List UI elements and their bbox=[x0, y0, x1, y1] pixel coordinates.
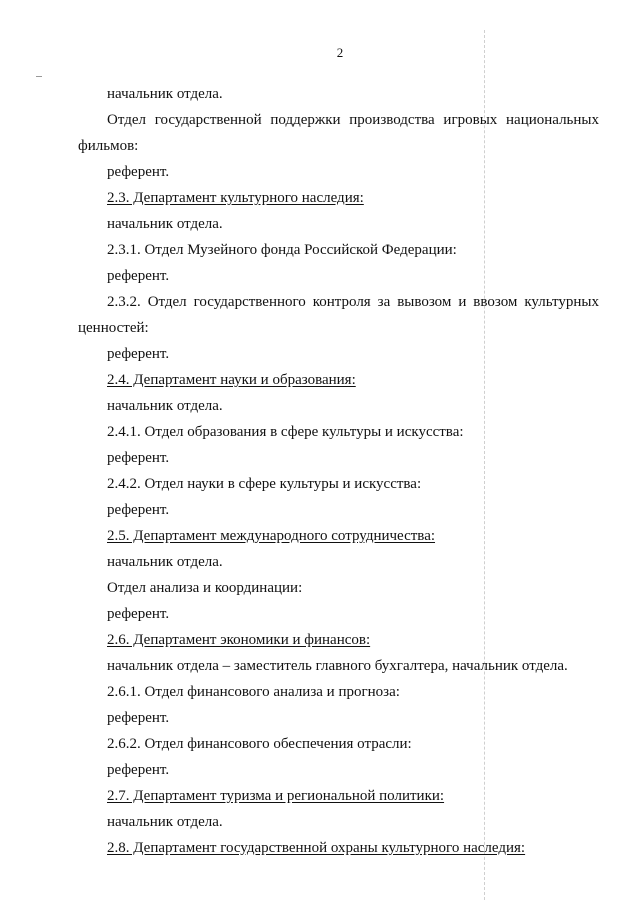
text-line: начальник отдела – заместитель главного бухгалтера, начальник отдела. bbox=[107, 658, 568, 674]
text-line: начальник отдела. bbox=[107, 814, 223, 830]
text-line: референт. bbox=[107, 164, 170, 180]
section-heading: 2.4. Департамент науки и образования: bbox=[107, 372, 356, 388]
section-heading: 2.8. Департамент государственной охраны культурного наследия: bbox=[107, 840, 526, 856]
text-line: ценностей: bbox=[78, 320, 149, 336]
scan-artifact-mark bbox=[36, 76, 42, 77]
section-heading: 2.6. Департамент экономики и финансов: bbox=[107, 632, 371, 648]
text-line: 2.3.2. Отдел государственного контроля за вывозом и ввозом культурных bbox=[107, 294, 599, 310]
text-line: Отдел анализа и координации: bbox=[107, 580, 303, 596]
page-number: 2 bbox=[336, 45, 344, 60]
text-line: референт. bbox=[107, 502, 170, 518]
text-line: 2.4.1. Отдел образования в сфере культуры и искусства: bbox=[107, 424, 464, 440]
text-line: начальник отдела. bbox=[107, 398, 223, 414]
text-line: референт. bbox=[107, 450, 170, 466]
scan-artifact-line bbox=[484, 30, 485, 900]
text-line: начальник отдела. bbox=[107, 554, 223, 570]
section-heading: 2.5. Департамент международного сотрудничества: bbox=[107, 528, 436, 544]
text-line: референт. bbox=[107, 268, 170, 284]
text-line: начальник отдела. bbox=[107, 86, 223, 102]
text-line: референт. bbox=[107, 346, 170, 362]
text-line: 2.6.2. Отдел финансового обеспечения отрасли: bbox=[107, 736, 412, 752]
text-line: референт. bbox=[107, 606, 170, 622]
text-line: 2.3.1. Отдел Музейного фонда Российской Федерации: bbox=[107, 242, 457, 258]
text-line: референт. bbox=[107, 762, 170, 778]
section-heading: 2.3. Департамент культурного наследия: bbox=[107, 190, 364, 206]
text-line: начальник отдела. bbox=[107, 216, 223, 232]
text-line: Отдел государственной поддержки производства игровых национальных bbox=[107, 112, 599, 128]
text-line: фильмов: bbox=[78, 138, 139, 154]
text-line: референт. bbox=[107, 710, 170, 726]
text-line: 2.6.1. Отдел финансового анализа и прогноза: bbox=[107, 684, 400, 700]
section-heading: 2.7. Департамент туризма и региональной политики: bbox=[107, 788, 445, 804]
text-line: 2.4.2. Отдел науки в сфере культуры и искусства: bbox=[107, 476, 422, 492]
